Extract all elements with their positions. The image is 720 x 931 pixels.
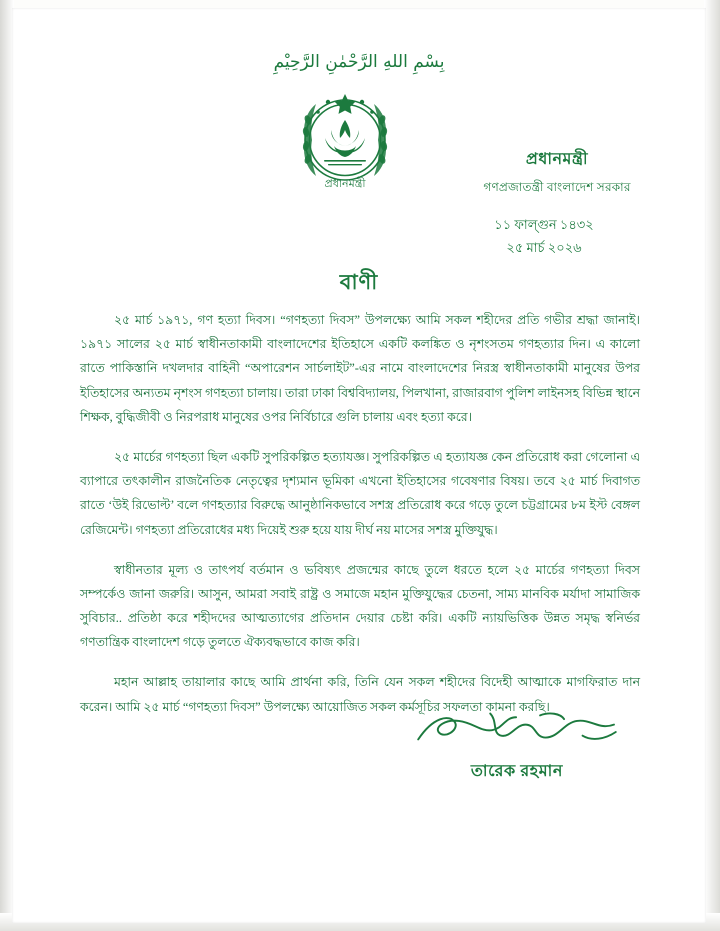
paragraph: স্বাধীনতার মূল্য ও তাৎপর্য বর্তমান ও ভবিষ্যৎ প্রজন্মের কাছে তুলে ধরতে হলে ২৫ মার্চের গণহত্যা দিবস সম্পর্কেও জানা জরুরি। আসুন, আমরা সবাই রাষ্ট্র ও সমাজে মহান মুক্তিযুদ্ধের চেতনা, সাম্য মানবিক মর্যাদা সামাজিক সুবিচার.. প্রতিষ্ঠা করে শহীদদের আত্মত্যাগের প্রতিদান দেয়ার চেষ্টা করি। একটি ন্যায়ভিত্তিক উন্নত সমৃদ্ধ স্বনির্ভর গণতান্ত্রিক বাংলাদেশ গড়ে তুলতে ঐক্যবদ্ধভাবে কাজ করি। bbox=[80, 562, 640, 650]
document-title: বাণী bbox=[339, 270, 379, 294]
date-block bbox=[410, 214, 678, 260]
paragraph: মহান আল্লাহ তায়ালার কাছে আমি প্রার্থনা করি, তিনি যেন সকল শহীদের বিদেহী আত্মাকে মাগফিরাত দান করেন। আমি ২৫ মার্চ “গণহত্যা দিবস” উপলক্ষ্যে আয়োজিত সকল কর্মসূচির সফলতা কামনা করছি। bbox=[80, 675, 640, 714]
paragraph: ২৫ মার্চের গণহত্যা ছিল একটি সুপরিকল্পিত হত্যাযজ্ঞ। সুপরিকল্পিত এ হত্যাযজ্ঞ কেন প্রতিরোধ করা গেলোনা এ ব্যাপারে তৎকালীন রাজনৈতিক নেতৃত্বের দৃশ্যমান ভূমিকা এখনো ইতিহাসের গবেষণার বিষয়। তবে ২৫ মার্চ দিবাগত রাতে ‘উই রিভোল্ট’ বলে গণহত্যার বিরুদ্ধে আনুষ্ঠানিকভাবে সশস্ত্র প্রতিরোধ করে গড়ে তুলে চট্টগ্রামের ৮ম ইস্ট বেঙ্গল রেজিমেন্ট। গণহত্যা প্রতিরোধের মধ্য দিয়েই শুরু হয়ে যায় দীর্ঘ নয় মাসের সশস্ত্র মুক্তিযুদ্ধ। bbox=[80, 449, 640, 537]
gregorian-date: ২৫ মার্চ ২০২৬ bbox=[506, 239, 582, 255]
bismillah-calligraphy: بِسْمِ اللهِ الرَّحْمٰنِ الرَّحِيْمِ bbox=[273, 52, 445, 72]
letterhead-titles bbox=[412, 146, 702, 199]
bengali-date: ১১ ফাল্গুন ১৪৩২ bbox=[494, 217, 594, 232]
signature-block bbox=[392, 708, 642, 785]
handwritten-signature-icon bbox=[392, 708, 642, 756]
signatory-name: তারেক রহমান bbox=[470, 763, 564, 780]
government-emblem-icon bbox=[284, 86, 406, 204]
government-name: গণপ্রজাতন্ত্রী বাংলাদেশ সরকার bbox=[483, 180, 631, 194]
letter-sheet bbox=[12, 8, 706, 923]
emblem-label: প্রধানমন্ত্রী bbox=[324, 177, 366, 190]
office-title: প্রধানমন্ত্রী bbox=[525, 151, 589, 168]
paragraph: ২৫ মার্চ ১৯৭১, গণ হত্যা দিবস। “গণহত্যা দিবস” উপলক্ষ্যে আমি সকল শহীদের প্রতি গভীর শ্রদ্ধা জানাই। ১৯৭১ সালের ২৫ মার্চ স্বাধীনতাকামী বাংলাদেশের ইতিহাসে একটি কলঙ্কিত ও নৃশংসতম গণহত্যার দিন। এ কালো রাতে পাকিস্তানি দখলদার বাহিনী “অপারেশন সার্চলাইট”-এর নামে বাংলাদেশের নিরস্ত্র স্বাধীনতাকামী মানুষের উপর ইতিহাসের অন্যতম নৃশংস গণহত্যা চালায়। তারা ঢাকা বিশ্ববিদ্যালয়, পিলখানা, রাজারবাগ পুলিশ লাইনসহ বিভিন্ন স্থানে শিক্ষক, বুদ্ধিজীবী ও নিরপরাধ মানুষের ওপর নির্বিচারে গুলি চালায় এবং হত্যা করে। bbox=[80, 313, 640, 424]
paper-edge-right bbox=[704, 0, 720, 931]
message-body bbox=[80, 308, 640, 735]
